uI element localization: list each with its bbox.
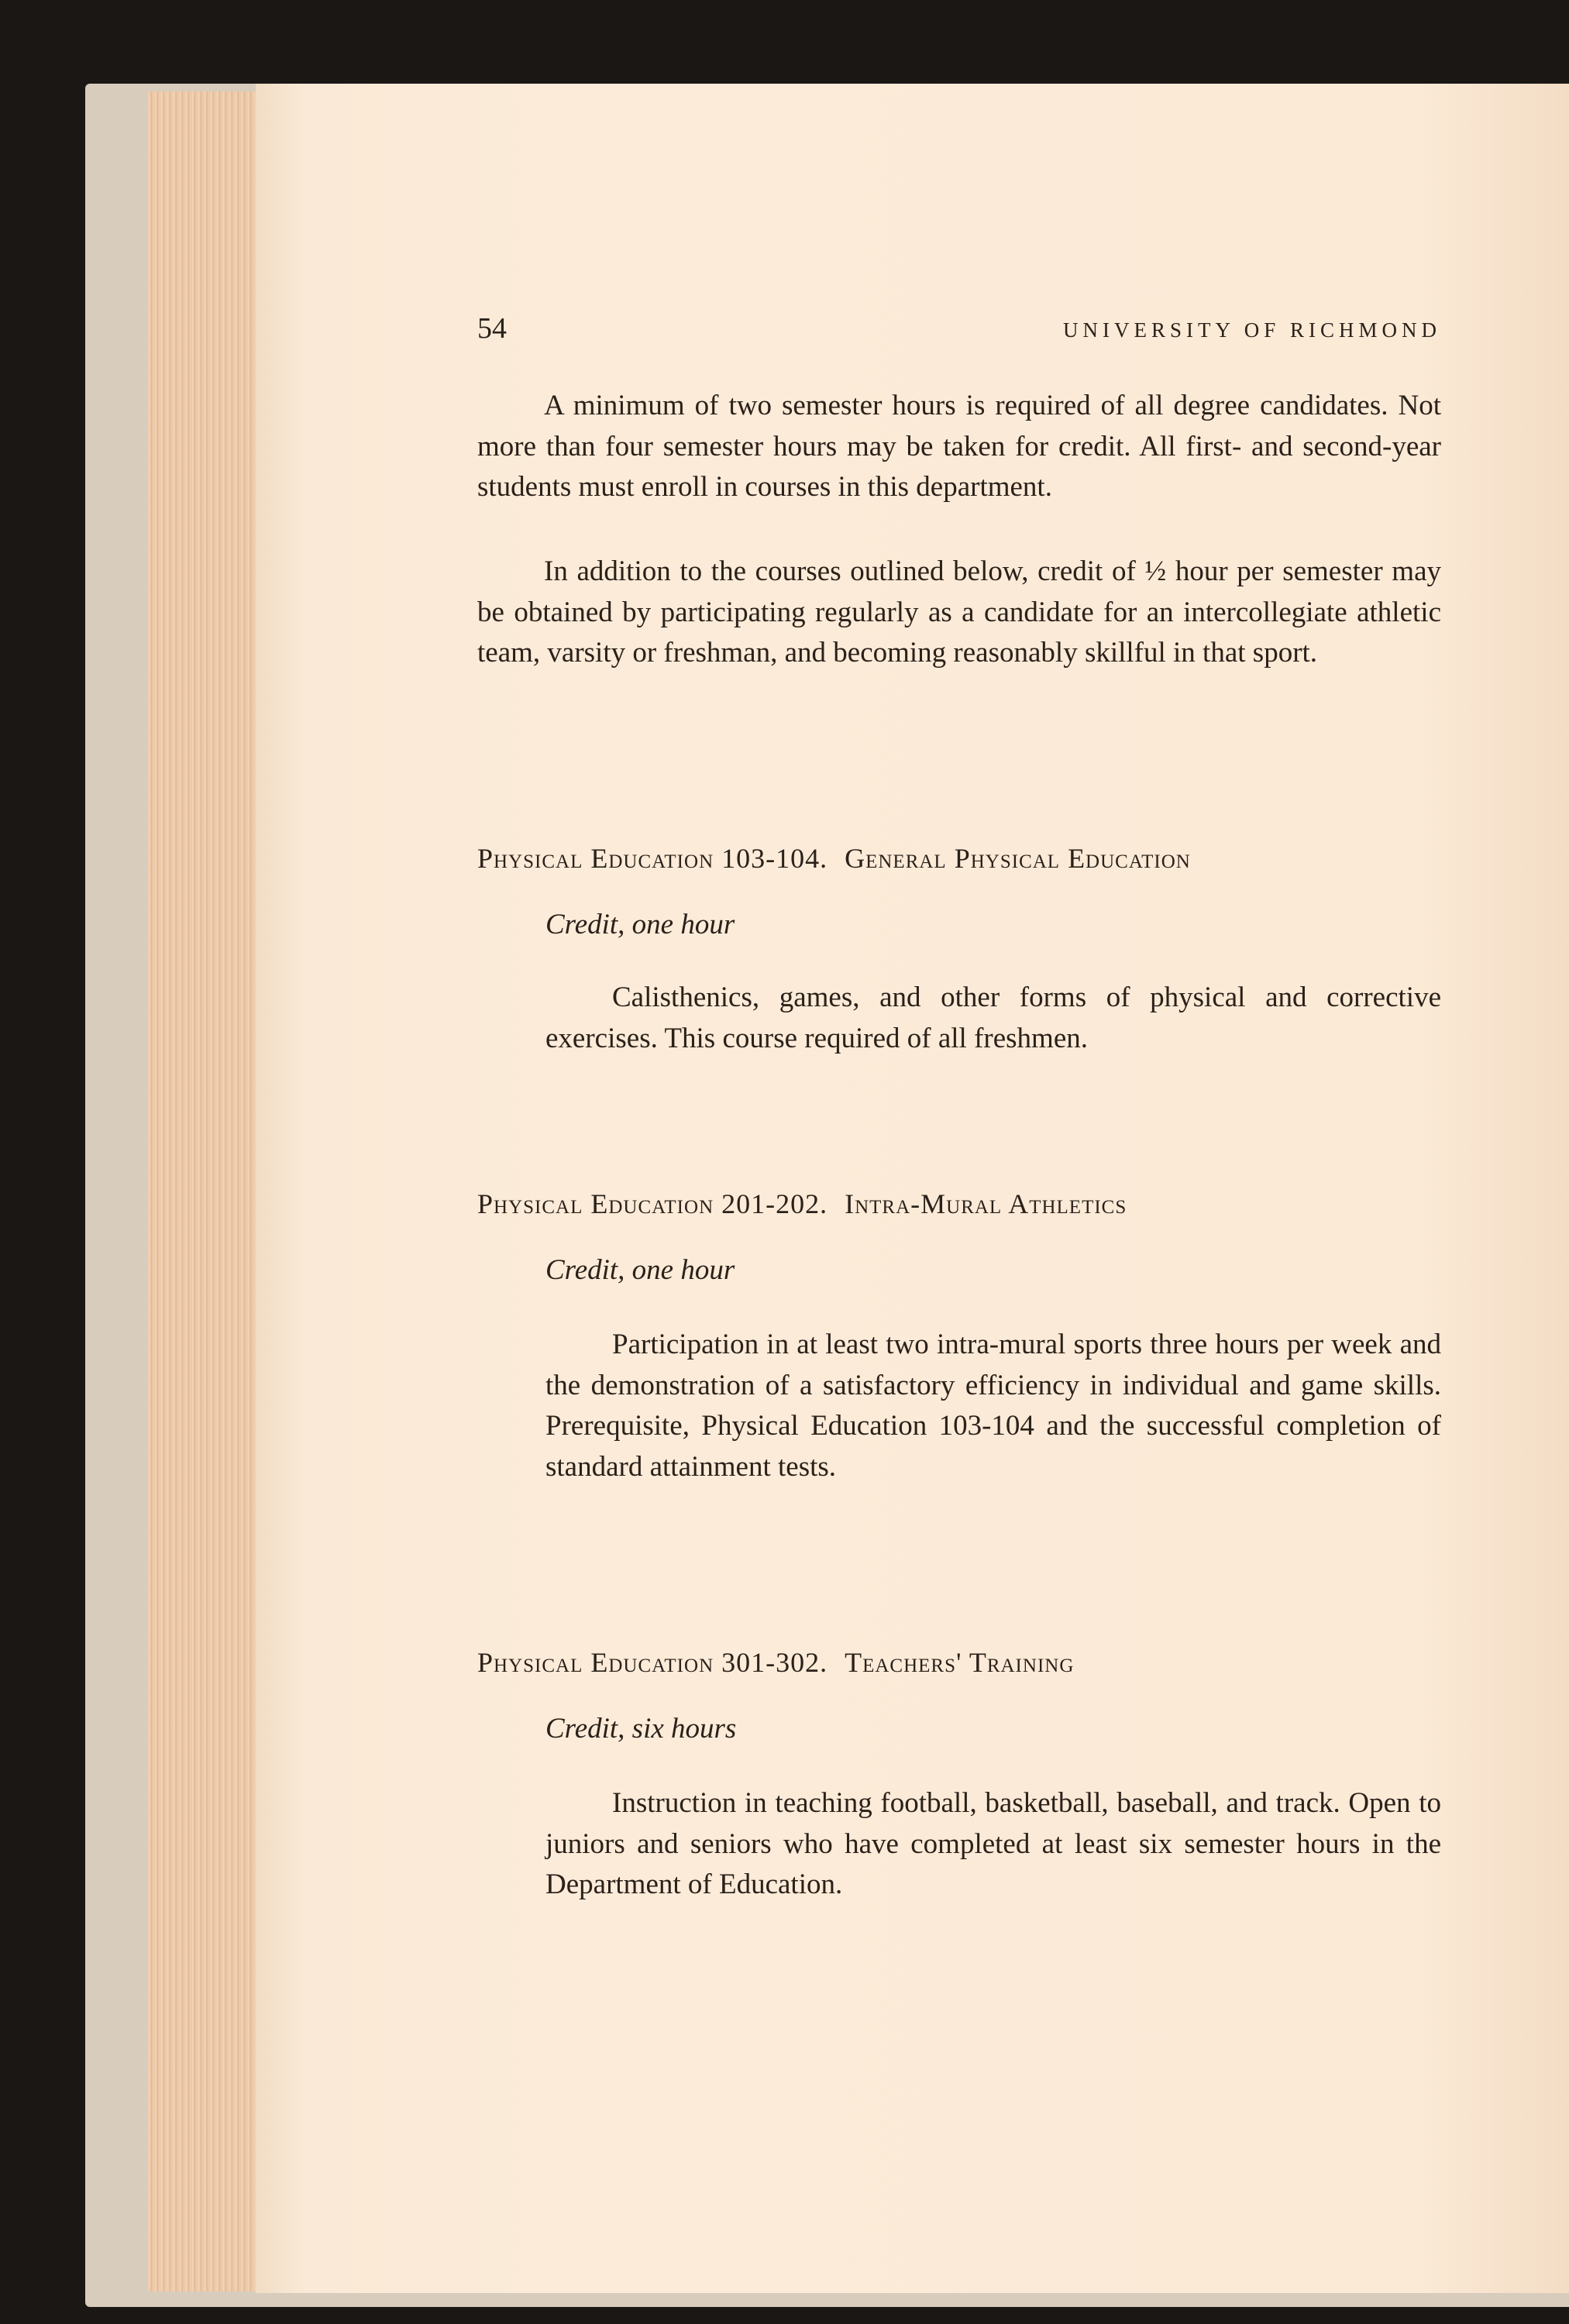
- course-code: Physical Education 201-202.: [477, 1188, 828, 1219]
- course-code: Physical Education 301-302.: [477, 1647, 828, 1678]
- course-title: Intra-Mural Athletics: [845, 1188, 1127, 1219]
- course-heading-201-202: [477, 1185, 1446, 1222]
- course-description: Participation in at least two intra-mural sports three hours per week and the demonstration of a satisfactory efficiency in individual and game skills. Prerequisite, Physical Education 103-104 and the successful completion of standard attainment tests.: [545, 1329, 1441, 1483]
- course-credit: Credit, six hours: [545, 1713, 737, 1745]
- course-heading-301-302: [477, 1644, 1446, 1681]
- course-credit: Credit, one hour: [545, 909, 735, 940]
- intro-paragraph-1: A minimum of two semester hours is required of all degree candidates. Not more than four semester hours may be taken for credit. All first- and second-year students must enroll in courses in this department.: [477, 390, 1441, 503]
- course-title: Teachers' Training: [845, 1647, 1075, 1678]
- page-edges: [147, 91, 271, 2291]
- page-number: 54: [477, 312, 507, 345]
- course-heading-103-104: [477, 840, 1446, 877]
- course-description: Calisthenics, games, and other forms of physical and corrective exercises. This course required of all freshmen.: [545, 982, 1441, 1054]
- course-code: Physical Education 103-104.: [477, 843, 828, 874]
- course-description: Instruction in teaching football, basketball, baseball, and track. Open to juniors and seniors who have completed at least six semester hours in the Department of Education.: [545, 1787, 1441, 1900]
- intro-paragraph-2: In addition to the courses outlined below, credit of ½ hour per semester may be obtained by participating regularly as a candidate for an intercollegiate athletic team, varsity or freshman, and becoming reasonably skillful in that sport.: [477, 555, 1441, 669]
- course-credit: Credit, one hour: [545, 1254, 735, 1286]
- running-head: UNIVERSITY OF RICHMOND: [1062, 318, 1441, 342]
- course-title: General Physical Education: [845, 843, 1191, 874]
